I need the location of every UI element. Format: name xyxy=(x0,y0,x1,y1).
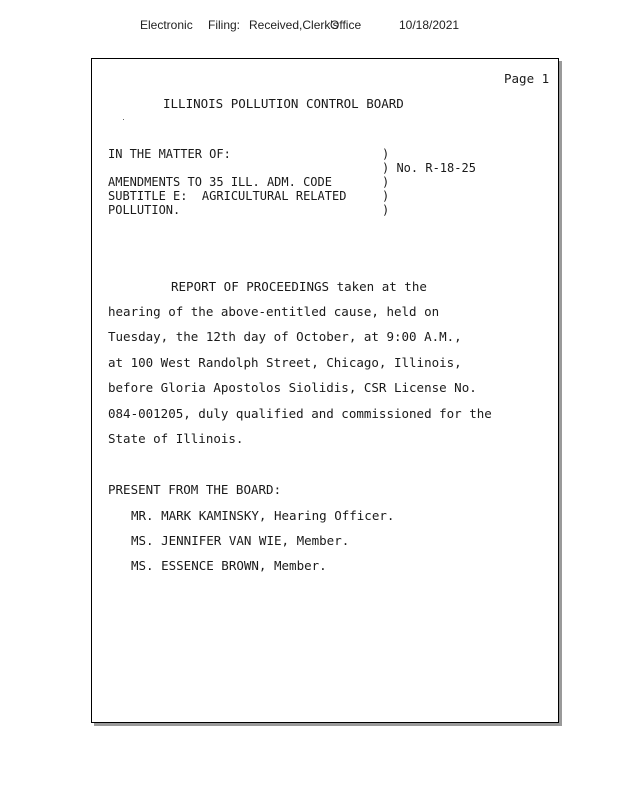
present-member: MS. ESSENCE BROWN, Member. xyxy=(131,558,327,573)
caption-matter-of: IN THE MATTER OF: xyxy=(108,147,231,161)
body-line: Tuesday, the 12th day of October, at 9:00 A.M., xyxy=(108,329,462,344)
filing-word-office: Office xyxy=(330,18,362,32)
caption-docket-number: ) No. R-18-25 xyxy=(382,161,476,175)
present-heading: PRESENT FROM THE BOARD: xyxy=(108,482,282,497)
caption-subtitle: SUBTITLE E: AGRICULTURAL RELATED xyxy=(108,189,347,203)
present-member: MR. MARK KAMINSKY, Hearing Officer. xyxy=(131,508,395,523)
body-line: State of Illinois. xyxy=(108,431,244,446)
transcript-page xyxy=(91,58,559,723)
caption-paren-3: ) xyxy=(382,175,390,189)
body-line: 084-001205, duly qualified and commissioned for the xyxy=(108,406,492,421)
filing-word-electronic: Electronic xyxy=(140,18,193,32)
board-title: ILLINOIS POLLUTION CONTROL BOARD xyxy=(163,96,404,111)
caption-paren-1: ) xyxy=(382,147,390,161)
present-member: MS. JENNIFER VAN WIE, Member. xyxy=(131,533,350,548)
stray-mark xyxy=(123,119,124,120)
filing-word-filing: Filing: xyxy=(208,18,241,32)
filing-word-received: Received,Clerk's xyxy=(249,18,339,32)
body-line: before Gloria Apostolos Siolidis, CSR License No. xyxy=(108,380,477,395)
caption-paren-5: ) xyxy=(382,203,390,217)
caption-paren-4: ) xyxy=(382,189,390,203)
caption-amendments: AMENDMENTS TO 35 ILL. ADM. CODE xyxy=(108,175,332,189)
body-line: REPORT OF PROCEEDINGS taken at the xyxy=(171,279,427,294)
body-line: hearing of the above-entitled cause, held on xyxy=(108,304,440,319)
filing-date: 10/18/2021 xyxy=(399,18,460,32)
body-line: at 100 West Randolph Street, Chicago, Illinois, xyxy=(108,355,462,370)
page-number: Page 1 xyxy=(504,71,550,86)
caption-pollution: POLLUTION. xyxy=(108,203,181,217)
